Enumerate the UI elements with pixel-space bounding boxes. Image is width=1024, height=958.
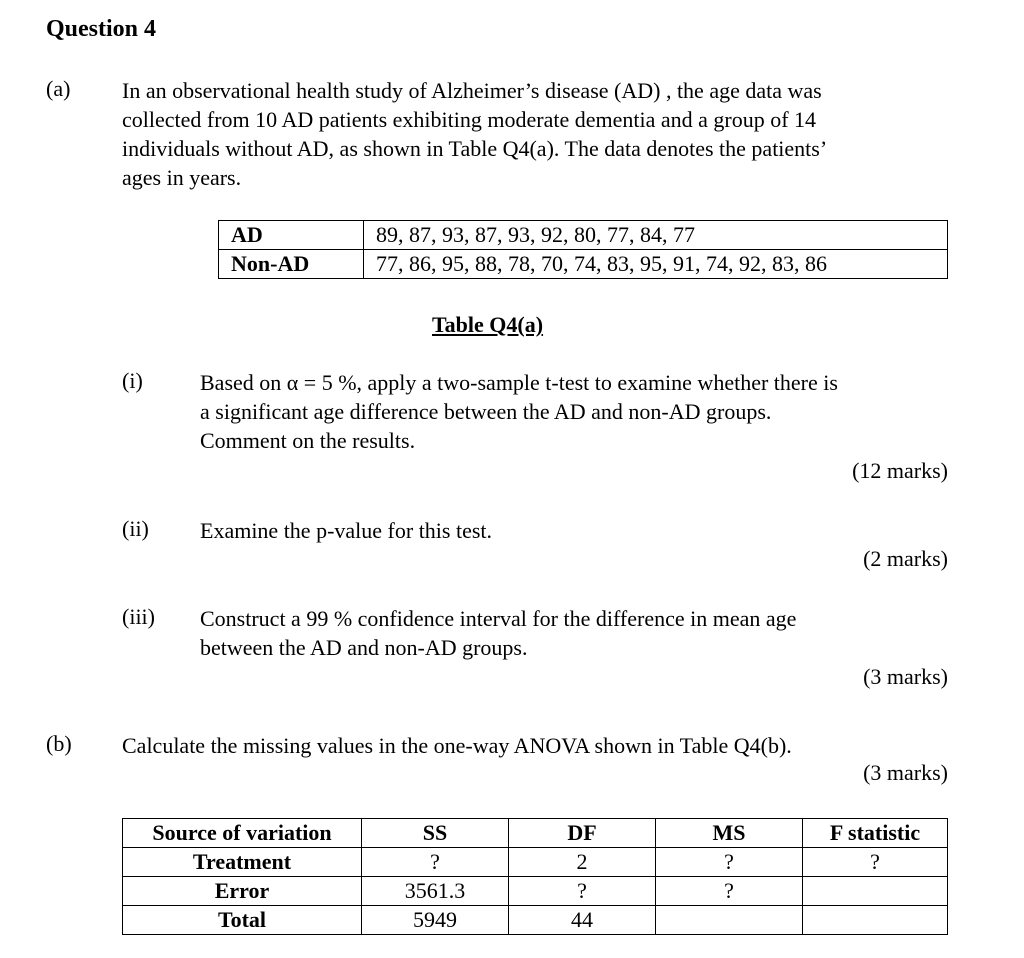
cell-df: 44 (509, 906, 656, 935)
table-row (123, 848, 948, 877)
sub-i-marks: (12 marks) (852, 458, 948, 483)
header-ss: SS (362, 819, 509, 848)
sub-iii-label: (iii) (122, 604, 155, 629)
header-f: F statistic (803, 819, 948, 848)
row-source-treatment: Treatment (123, 848, 362, 877)
cell-ss: 5949 (362, 906, 509, 935)
part-a-label: (a) (46, 76, 71, 101)
table-row (123, 906, 948, 935)
table-row (123, 877, 948, 906)
table-q4a-caption: Table Q4(a) (432, 312, 544, 337)
table-q4a (218, 220, 948, 279)
sub-ii-text: Examine the p-value for this test. (200, 518, 493, 543)
sub-ii-label: (ii) (122, 516, 149, 541)
anova-table (122, 818, 948, 935)
row-source-total: Total (123, 906, 362, 935)
table-row (219, 221, 948, 250)
cell-ss: 3561.3 (362, 877, 509, 906)
row-values-ad: 89, 87, 93, 87, 93, 92, 80, 77, 84, 77 (364, 221, 948, 250)
row-label-non-ad: Non-AD (219, 250, 364, 279)
part-b-text: Calculate the missing values in the one-way ANOVA shown in Table Q4(b). (122, 733, 792, 758)
question-title: Question 4 (46, 16, 157, 42)
sub-iii-line: Construct a 99 % confidence interval for the difference in mean age (200, 606, 797, 631)
sub-iii-line: between the AD and non-AD groups. (200, 635, 528, 660)
cell-df: 2 (509, 848, 656, 877)
part-b-marks: (3 marks) (863, 760, 948, 785)
sub-i-line: Based on α = 5 %, apply a two-sample t-test to examine whether there is (200, 370, 838, 395)
table-row (219, 250, 948, 279)
cell-f (803, 877, 948, 906)
sub-iii-marks: (3 marks) (863, 664, 948, 689)
cell-f (803, 906, 948, 935)
cell-f: ? (803, 848, 948, 877)
sub-iii-text (200, 604, 948, 662)
header-df: DF (509, 819, 656, 848)
cell-df: ? (509, 877, 656, 906)
sub-i-label: (i) (122, 368, 143, 393)
cell-ms (656, 906, 803, 935)
part-a-intro-line: collected from 10 AD patients exhibiting moderate dementia and a group of 14 (122, 107, 817, 132)
sub-i-line: a significant age difference between the AD and non-AD groups. (200, 399, 772, 424)
header-ms: MS (656, 819, 803, 848)
row-label-ad: AD (219, 221, 364, 250)
sub-i-line: Comment on the results. (200, 428, 416, 453)
part-a-intro-line: In an observational health study of Alzheimer’s disease (AD) , the age data was (122, 78, 822, 103)
part-b-label: (b) (46, 731, 72, 756)
part-a-intro (122, 76, 948, 192)
header-source: Source of variation (123, 819, 362, 848)
sub-ii-marks: (2 marks) (863, 546, 948, 571)
cell-ss: ? (362, 848, 509, 877)
row-source-error: Error (123, 877, 362, 906)
part-a-intro-line: ages in years. (122, 165, 242, 190)
table-header-row (123, 819, 948, 848)
cell-ms: ? (656, 877, 803, 906)
row-values-non-ad: 77, 86, 95, 88, 78, 70, 74, 83, 95, 91, 74, 92, 83, 86 (364, 250, 948, 279)
sub-i-text (200, 368, 948, 455)
part-a-intro-line: individuals without AD, as shown in Table Q4(a). The data denotes the patients’ (122, 136, 828, 161)
cell-ms: ? (656, 848, 803, 877)
